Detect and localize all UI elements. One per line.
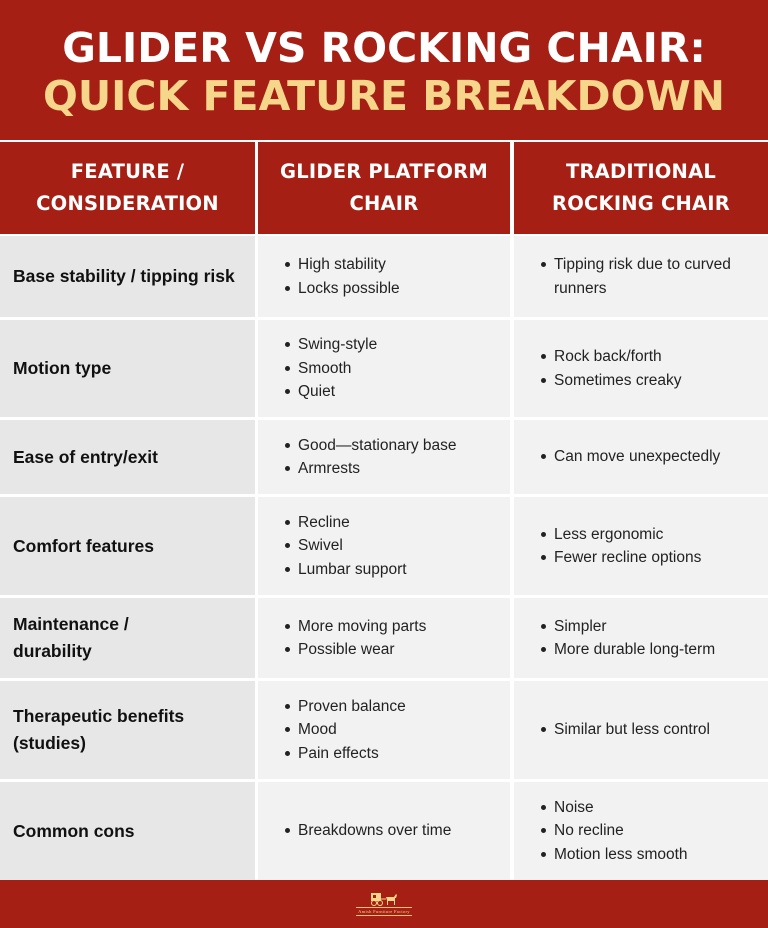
glider-cell (258, 420, 510, 494)
feature-cell (0, 497, 255, 595)
bullet-item: Swivel (284, 534, 407, 558)
header-feature (0, 142, 255, 234)
glider-cell (258, 320, 510, 417)
header-text: CONSIDERATION (36, 192, 219, 215)
feature-label: Common cons (13, 820, 135, 841)
bullet-item: No recline (540, 819, 688, 843)
bullet-item: Armrests (284, 457, 457, 481)
bullet-item: Good—stationary base (284, 434, 457, 458)
bullet-item: Pain effects (284, 742, 406, 766)
feature-cell (0, 681, 255, 779)
feature-label: Maintenance / durability (13, 614, 129, 661)
table-row (0, 681, 768, 779)
glider-cell (258, 497, 510, 595)
bullet-item: Less ergonomic (540, 523, 701, 547)
bullet-item: Quiet (284, 380, 377, 404)
table-row (0, 236, 768, 317)
header-rocking (514, 142, 768, 234)
rocking-cell (514, 320, 768, 417)
glider-cell (258, 236, 510, 317)
bullet-list (514, 615, 723, 662)
bullet-list (514, 796, 696, 867)
feature-label: Base stability / tipping risk (13, 266, 235, 286)
bullet-list (514, 445, 728, 469)
header-text: ROCKING CHAIR (552, 192, 730, 215)
bullet-item: Proven balance (284, 695, 406, 719)
bullet-item: More durable long-term (540, 638, 715, 662)
rocking-cell (514, 497, 768, 595)
feature-cell (0, 236, 255, 317)
bullet-list (258, 615, 434, 662)
bullet-list (258, 695, 414, 766)
feature-cell (0, 598, 255, 678)
bullet-item: Smooth (284, 357, 377, 381)
feature-label: Comfort features (13, 535, 154, 556)
table-header-row (0, 142, 768, 234)
brand-logo (356, 892, 412, 916)
horse-buggy-icon (369, 892, 399, 906)
title-line-1: GLIDER VS ROCKING CHAIR: (62, 24, 706, 72)
table-row (0, 420, 768, 494)
feature-cell (0, 782, 255, 880)
table-row (0, 497, 768, 595)
bullet-list (258, 333, 385, 404)
bullet-item: Motion less smooth (540, 843, 688, 867)
title-banner (0, 0, 768, 140)
header-text: TRADITIONAL (565, 160, 716, 183)
bullet-list (514, 253, 768, 300)
bullet-item: Mood (284, 718, 406, 742)
rocking-cell (514, 598, 768, 678)
bullet-item: Swing-style (284, 333, 377, 357)
bullet-list (258, 253, 408, 300)
bullet-item: Fewer recline options (540, 546, 701, 570)
bullet-item: Locks possible (284, 277, 400, 301)
bullet-item: Tipping risk due to curved runners (540, 253, 760, 300)
glider-cell (258, 598, 510, 678)
bullet-item: Possible wear (284, 638, 426, 662)
glider-cell (258, 782, 510, 880)
bullet-item: Recline (284, 511, 407, 535)
bullet-list (258, 511, 415, 582)
comparison-table (0, 140, 768, 880)
glider-cell (258, 681, 510, 779)
feature-cell (0, 320, 255, 417)
title-line-2: QUICK FEATURE BREAKDOWN (43, 72, 725, 120)
header-glider (258, 142, 510, 234)
bullet-item: Lumbar support (284, 558, 407, 582)
rocking-cell (514, 681, 768, 779)
bullet-item: Can move unexpectedly (540, 445, 720, 469)
bullet-item: Rock back/forth (540, 345, 681, 369)
table-row (0, 782, 768, 880)
bullet-list (258, 434, 465, 481)
feature-label: Motion type (13, 358, 112, 378)
header-text: FEATURE / (70, 160, 185, 183)
footer-bar (0, 880, 768, 928)
bullet-list (258, 819, 459, 843)
header-text: GLIDER PLATFORM (280, 160, 488, 183)
feature-cell (0, 420, 255, 494)
rocking-cell (514, 782, 768, 880)
bullet-list (514, 718, 718, 742)
header-text: CHAIR (349, 192, 419, 215)
table-row (0, 320, 768, 417)
bullet-item: Similar but less control (540, 718, 710, 742)
bullet-item: Breakdowns over time (284, 819, 451, 843)
bullet-item: High stability (284, 253, 400, 277)
feature-label: Therapeutic benefits (studies) (13, 706, 185, 753)
rocking-cell (514, 236, 768, 317)
bullet-list (514, 345, 689, 392)
bullet-item: More moving parts (284, 615, 426, 639)
bullet-list (514, 523, 709, 570)
brand-name: Amish Furniture Factory (358, 909, 410, 914)
feature-label: Ease of entry/exit (13, 446, 158, 467)
bullet-item: Noise (540, 796, 688, 820)
table-row (0, 598, 768, 678)
rocking-cell (514, 420, 768, 494)
bullet-item: Simpler (540, 615, 715, 639)
bullet-item: Sometimes creaky (540, 369, 681, 393)
